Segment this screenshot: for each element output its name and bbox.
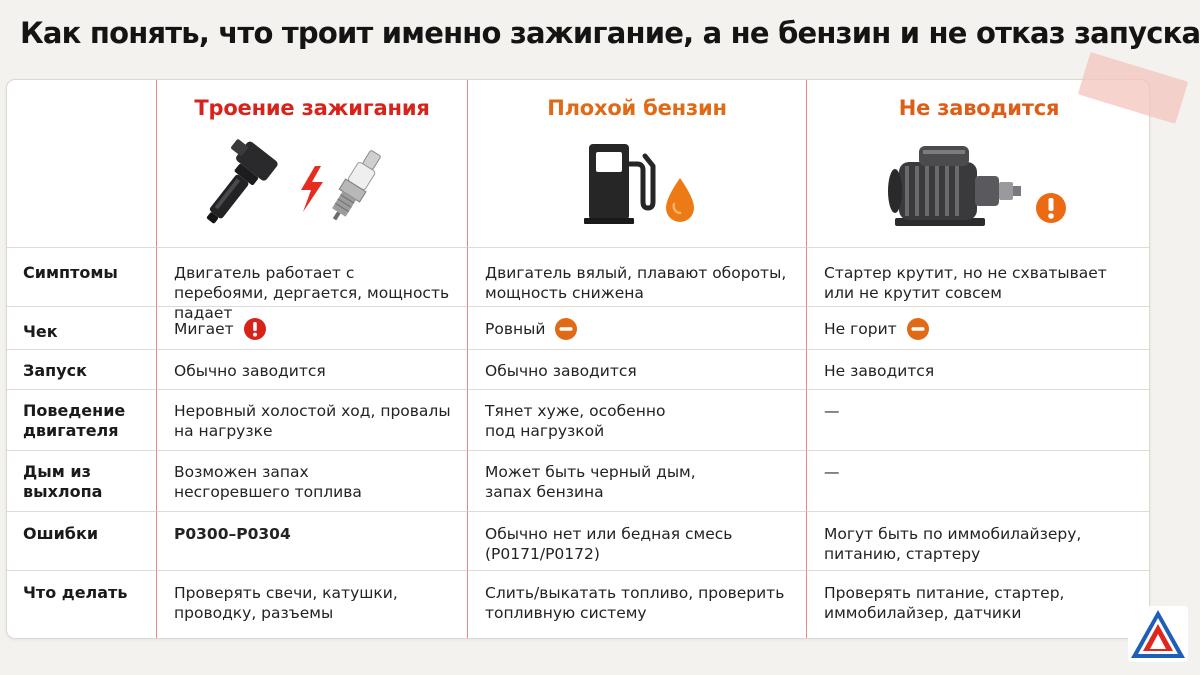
cell-start-fuel: Обычно заводится — [468, 350, 807, 390]
cell-engine-behavior-ignition: Неровный холостой ход, провалы на нагрузке — [157, 390, 468, 451]
page-title: Как понять, что троит именно зажигание, а не бензин и не отказ запуска — [20, 16, 1200, 50]
row-label-what-to-do: Что делать — [7, 571, 157, 639]
cell-exhaust-smoke-no-start: — — [807, 451, 1150, 512]
cell-symptoms-no-start: Стартер крутит, но не схватывает или не крутит совсем — [807, 248, 1150, 307]
row-label-errors: Ошибки — [7, 512, 157, 571]
cell-check-ignition: Мигает — [157, 307, 468, 350]
column-title-fuel: Плохой бензин — [547, 96, 727, 120]
fuel-pump-drop-icon — [584, 138, 704, 228]
column-title-no-start: Не заводится — [898, 96, 1060, 120]
cell-engine-behavior-fuel: Тянет хуже, особенно под нагрузкой — [468, 390, 807, 451]
comparison-table — [6, 79, 1150, 639]
header-empty-cell — [7, 80, 157, 248]
cell-errors-fuel: Обычно нет или бедная смесь (P0171/P0172) — [468, 512, 807, 571]
starter-motor-warning-icon — [885, 136, 1075, 236]
column-title-ignition: Троение зажигания — [194, 96, 430, 120]
cell-what-to-do-fuel: Слить/выкатать топливо, проверить топливную систему — [468, 571, 807, 639]
column-header-no-start — [807, 80, 1150, 248]
row-label-start: Запуск — [7, 350, 157, 390]
cell-check-no-start: Не горит — [807, 307, 1150, 350]
cell-what-to-do-ignition: Проверять свечи, катушки, проводку, разъемы — [157, 571, 468, 639]
row-label-exhaust-smoke: Дым из выхлопа — [7, 451, 157, 512]
column-header-fuel — [468, 80, 807, 248]
cell-symptoms-fuel: Двигатель вялый, плавают обороты, мощность снижена — [468, 248, 807, 307]
cell-errors-ignition: P0300–P0304 — [157, 512, 468, 571]
row-label-symptoms: Симптомы — [7, 248, 157, 307]
cell-start-ignition: Обычно заводится — [157, 350, 468, 390]
minus-orange-icon — [906, 317, 930, 341]
cell-check-fuel: Ровный — [468, 307, 807, 350]
cell-engine-behavior-no-start: — — [807, 390, 1150, 451]
row-label-engine-behavior: Поведение двигателя — [7, 390, 157, 451]
exclamation-red-icon — [243, 317, 267, 341]
brand-logo-icon — [1128, 606, 1188, 662]
row-label-check: Чек — [7, 307, 157, 350]
cell-start-no-start: Не заводится — [807, 350, 1150, 390]
column-header-ignition — [157, 80, 468, 248]
minus-orange-icon — [554, 317, 578, 341]
cell-errors-no-start: Могут быть по иммобилайзеру, питанию, стартеру — [807, 512, 1150, 571]
cell-exhaust-smoke-fuel: Может быть черный дым, запах бензина — [468, 451, 807, 512]
cell-symptoms-ignition: Двигатель работает с перебоями, дергается, мощность падает — [157, 248, 468, 307]
cell-exhaust-smoke-ignition: Возможен запах несгоревшего топлива — [157, 451, 468, 512]
ignition-coil-spark-plug-icon — [191, 138, 381, 238]
cell-what-to-do-no-start: Проверять питание, стартер, иммобилайзер, датчики — [824, 584, 1065, 622]
